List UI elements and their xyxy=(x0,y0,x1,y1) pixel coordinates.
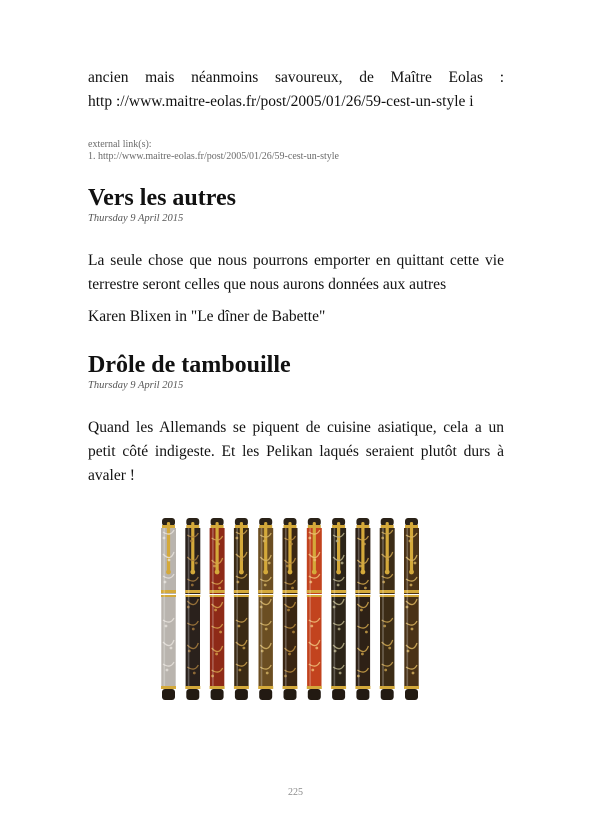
post-vers-les-autres xyxy=(88,184,504,329)
pen xyxy=(404,518,419,700)
pen xyxy=(210,518,225,700)
post-date: Thursday 9 April 2015 xyxy=(88,213,184,224)
page-content xyxy=(88,66,504,488)
post-title: Drôle de tambouille xyxy=(88,352,291,378)
quote-attribution: Karen Blixen in "Le dîner de Babette" xyxy=(88,308,326,325)
intro-text-line-2[interactable]: http ://www.maitre-eolas.fr/post/2005/01/26/59-cest-un-style i xyxy=(88,93,474,110)
pen xyxy=(283,518,298,700)
post-date: Thursday 9 April 2015 xyxy=(88,380,184,391)
post-paragraph: La seule chose que nous pourrons emporter en quittant cette vie terrestre seront celles que nous aurons données aux autres xyxy=(88,252,504,293)
pen xyxy=(234,518,249,700)
pen xyxy=(185,518,200,700)
pen xyxy=(161,518,176,700)
post-title: Vers les autres xyxy=(88,185,236,211)
intro-text-line-1: ancien mais néanmoins savoureux, de Maître Eolas : xyxy=(88,69,504,86)
external-link-1[interactable]: 1. http://www.maitre-eolas.fr/post/2005/01/26/59-cest-un-style xyxy=(88,151,339,162)
page-number: 225 xyxy=(288,787,303,798)
post-paragraph: Quand les Allemands se piquent de cuisine asiatique, cela a un petit côté indigeste. Et les Pelikan laqués seraient plutôt durs à avaler ! xyxy=(88,419,504,484)
external-links xyxy=(88,139,504,163)
post-drole-de-tambouille xyxy=(88,351,504,488)
pen xyxy=(355,518,370,700)
pen xyxy=(307,518,322,700)
pen xyxy=(258,518,273,700)
pen xyxy=(380,518,395,700)
pen xyxy=(331,518,346,700)
pelikan-pens-image xyxy=(158,516,434,704)
external-links-label: external link(s): xyxy=(88,139,152,150)
